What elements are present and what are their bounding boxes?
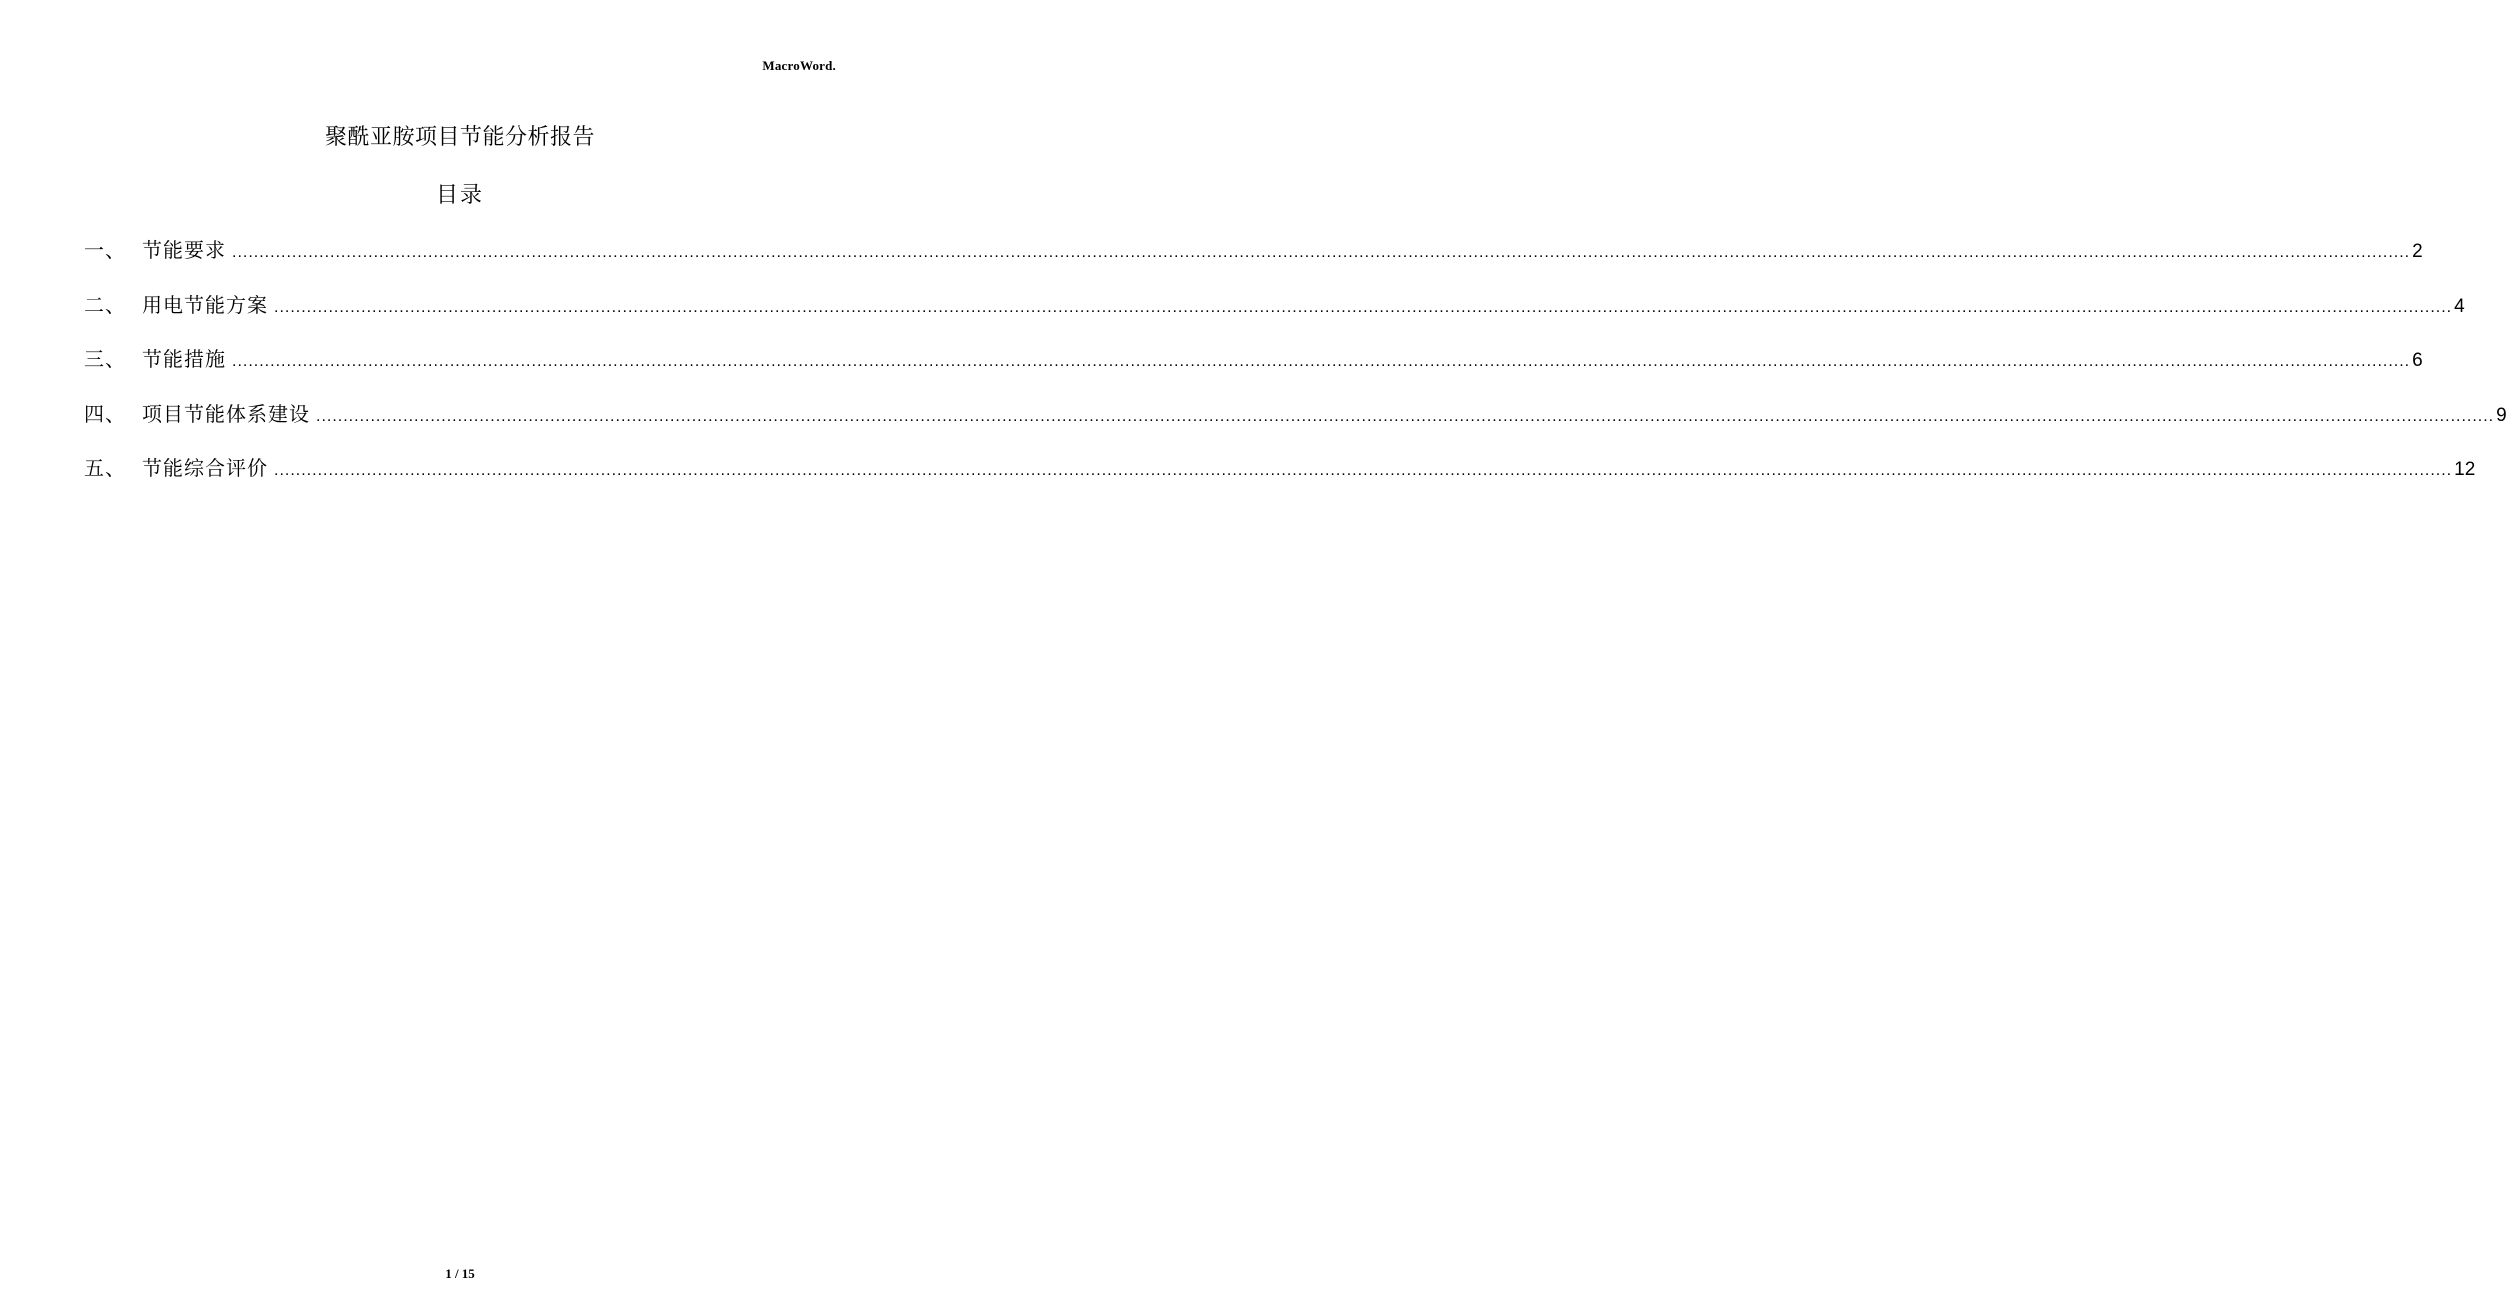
toc-dot-leader: ................................................................................................................................................................................................................................................................................................................................................................................................................	[232, 353, 2411, 370]
toc-entry[interactable]	[84, 452, 2476, 507]
toc-entry-title: 节能综合评价	[142, 456, 268, 480]
header-brand: MacroWord.	[762, 58, 836, 73]
toc-entry-page: 2	[2412, 241, 2423, 262]
toc-entry[interactable]	[84, 234, 2423, 289]
toc-entry[interactable]	[84, 289, 2465, 344]
toc-entry[interactable]	[84, 398, 2507, 453]
toc-dot-leader: ................................................................................................................................................................................................................................................................................................................................................................................................................	[274, 298, 2453, 316]
toc-entry-number: 一、	[84, 238, 126, 262]
toc-entry-number: 四、	[84, 401, 126, 426]
toc-heading: 目录	[435, 183, 484, 208]
document-title: 聚酰亚胺项目节能分析报告	[324, 125, 595, 150]
toc-entry-number: 三、	[84, 347, 126, 371]
toc-entry-page: 9	[2496, 404, 2507, 426]
toc-entry-title: 项目节能体系建设	[142, 401, 310, 426]
toc-entry-page: 12	[2454, 459, 2476, 480]
toc-entry-title: 节能要求	[142, 238, 226, 262]
toc-entry[interactable]	[84, 343, 2423, 398]
toc-entry-title: 节能措施	[142, 347, 226, 371]
toc-entry-page: 6	[2412, 350, 2423, 371]
toc-entry-number: 五、	[84, 456, 126, 480]
toc-entry-title: 用电节能方案	[142, 292, 268, 317]
table-of-contents	[84, 234, 2507, 507]
toc-dot-leader: ................................................................................................................................................................................................................................................................................................................................................................................................................	[274, 462, 2453, 479]
toc-dot-leader: ................................................................................................................................................................................................................................................................................................................................................................................................................	[232, 244, 2411, 261]
page-indicator: 1 / 15	[445, 1266, 475, 1281]
toc-dot-leader: ................................................................................................................................................................................................................................................................................................................................................................................................................	[316, 407, 2495, 425]
toc-entry-page: 4	[2454, 295, 2465, 317]
toc-entry-number: 二、	[84, 292, 126, 317]
